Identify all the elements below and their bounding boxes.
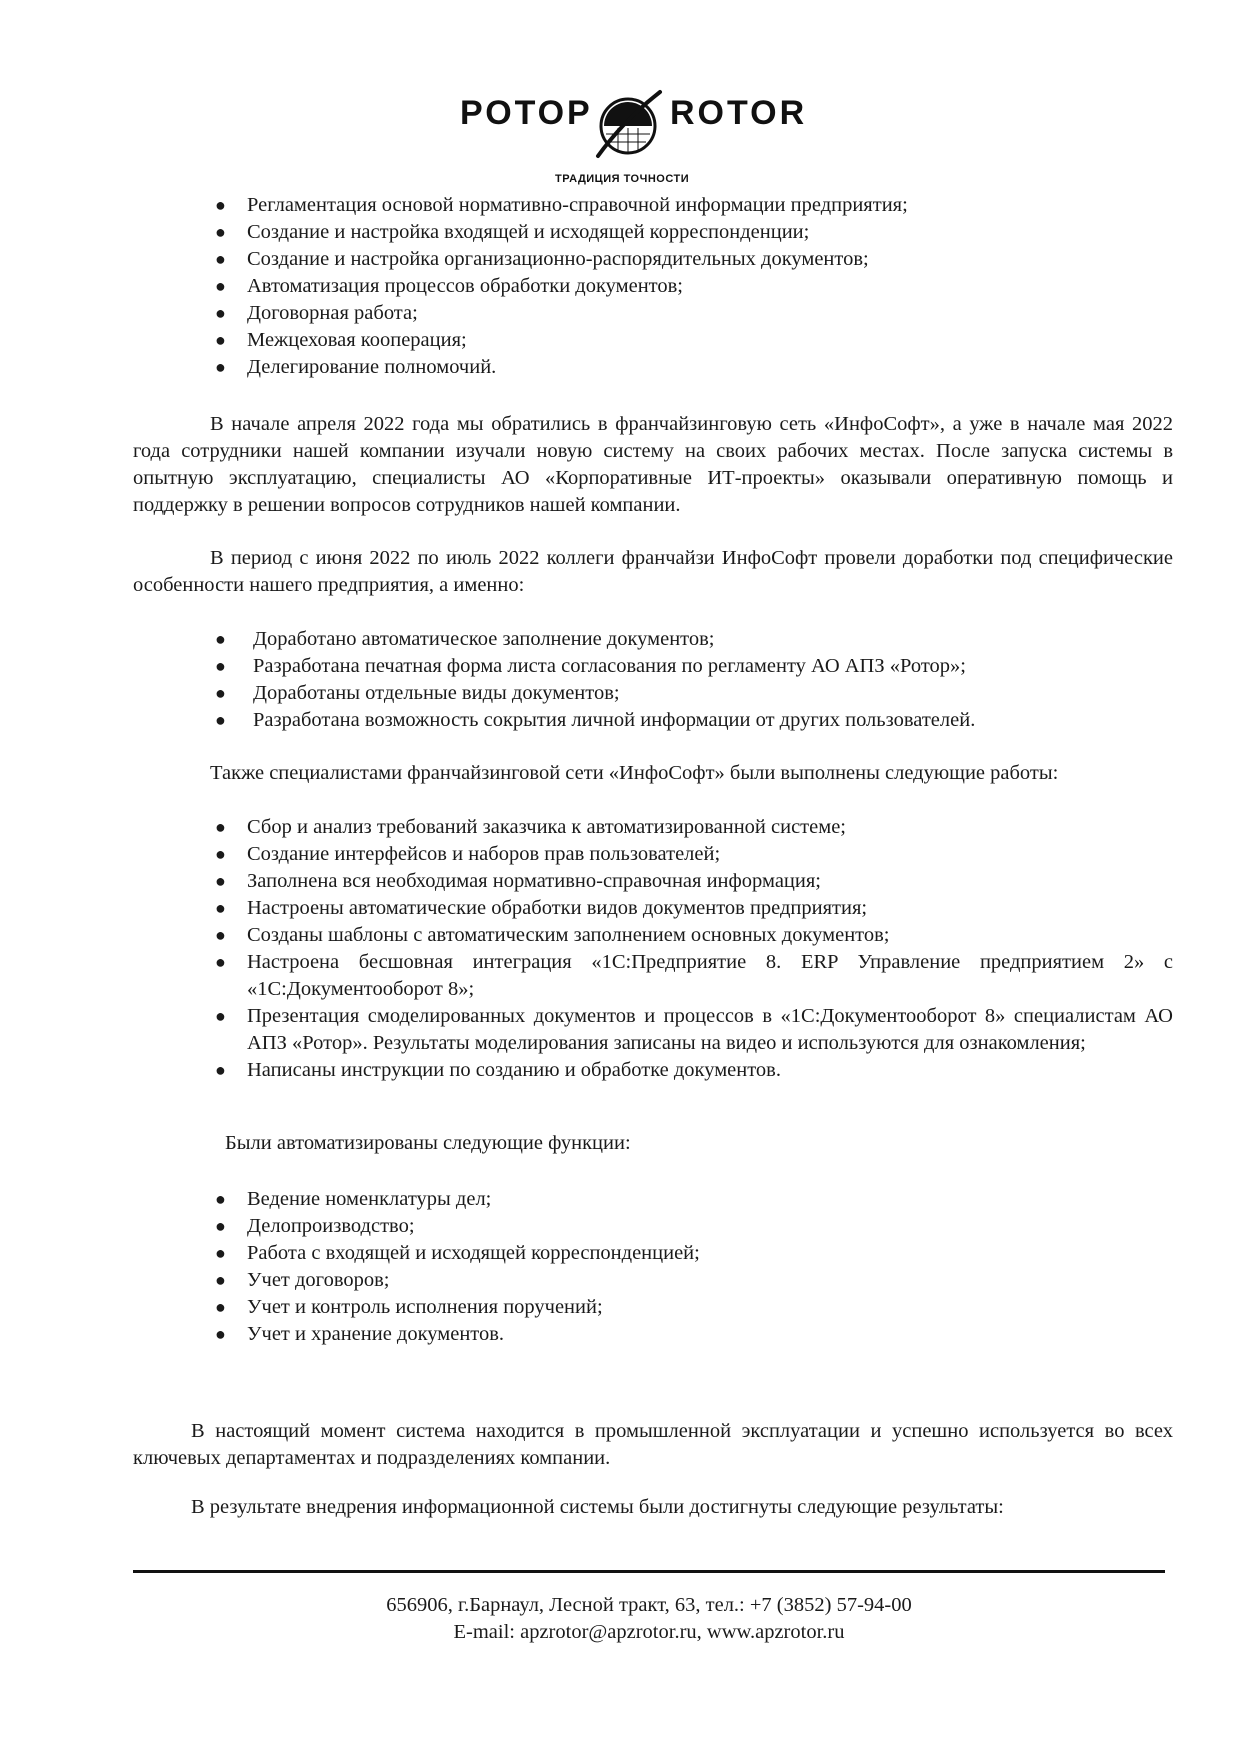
- footer-address: 656906, г.Барнаул, Лесной тракт, 63, тел.: +7 (3852) 57-94-00: [386, 1594, 912, 1616]
- paragraph-text: Были автоматизированы следующие функции:: [225, 1132, 631, 1154]
- list-item: ● Доработаны отдельные виды документов;: [133, 680, 1173, 707]
- bullet-icon: ●: [215, 629, 226, 649]
- list-item: ● Настроена бесшовная интеграция «1С:Предприятие 8. ERP Управление предприятием 2» с «1С:Документооборот 8»;: [215, 951, 1173, 1000]
- list-item: ● Автоматизация процессов обработки документов;: [133, 273, 1173, 300]
- bullet-icon: ●: [215, 1216, 226, 1236]
- paragraph-functions: [133, 1130, 1173, 1157]
- bullet-icon: ●: [215, 303, 226, 323]
- list-regulations: [133, 192, 1173, 381]
- bullet-icon: ●: [215, 1006, 226, 1026]
- bullet-icon: ●: [215, 898, 226, 918]
- paragraph-results: [133, 1494, 1173, 1521]
- bullet-icon: ●: [215, 925, 226, 945]
- list-item: ● Настроены автоматические обработки видов документов предприятия;: [133, 895, 1173, 922]
- bullet-icon: ●: [215, 1324, 226, 1344]
- bullet-icon: ●: [215, 683, 226, 703]
- list-item: ● Разработана печатная форма листа согласования по регламенту АО АПЗ «Ротор»;: [133, 653, 1173, 680]
- paragraph-text: Также специалистами франчайзинговой сети «ИнфоСофт» были выполнены следующие работы:: [210, 762, 1059, 784]
- list-item: ● Ведение номенклатуры дел;: [133, 1186, 1173, 1213]
- bullet-icon: ●: [215, 1270, 226, 1290]
- logo-text-right: ROTOR: [670, 94, 808, 132]
- list-improvements: [133, 626, 1173, 734]
- list-functions: [133, 1186, 1173, 1348]
- list-item: ● Учет договоров;: [133, 1267, 1173, 1294]
- bullet-icon: ●: [215, 276, 226, 296]
- list-item: ● Делегирование полномочий.: [133, 354, 1173, 381]
- paragraph-works: [133, 760, 1173, 787]
- bullet-icon: ●: [215, 710, 226, 730]
- list-item: ● Написаны инструкции по созданию и обработке документов.: [133, 1057, 1173, 1084]
- list-item: ● Регламентация основой нормативно-справочной информации предприятия;: [133, 192, 1173, 219]
- list-item: ● Разработана возможность сокрытия личной информации от других пользователей.: [133, 707, 1173, 734]
- paragraph-start: [133, 411, 1173, 519]
- list-item: ● Презентация смоделированных документов и процессов в «1С:Документооборот 8» специалистам АО АПЗ «Ротор». Результаты моделирования записаны на видео и используются для ознакомления;: [215, 1005, 1173, 1054]
- bullet-icon: ●: [215, 195, 226, 215]
- paragraph-text: В начале апреля 2022 года мы обратились в франчайзинговую сеть «ИнфоСофт», а уже в начале мая 2022 года сотрудники нашей компании изучали новую систему на своих рабочих местах. После запуска системы в опытную эксплуатацию, специалисты АО «Корпоративные ИТ-проекты» оказывали оперативную помощь и поддержку в решении вопросов сотрудников нашей компании.: [133, 413, 1173, 516]
- rotor-emblem-icon: [588, 86, 668, 166]
- paragraph-text: В настоящий момент система находится в промышленной эксплуатации и успешно используется во всех ключевых департаментах и подразделениях компании.: [133, 1420, 1173, 1469]
- bullet-icon: ●: [215, 817, 226, 837]
- list-item: ● Создание интерфейсов и наборов прав пользователей;: [133, 841, 1173, 868]
- list-item: ● Делопроизводство;: [133, 1213, 1173, 1240]
- list-item: ● Учет и хранение документов.: [133, 1321, 1173, 1348]
- bullet-icon: ●: [215, 357, 226, 377]
- list-item: ● Межцеховая кооперация;: [133, 327, 1173, 354]
- bullet-icon: ●: [215, 330, 226, 350]
- bullet-icon: ●: [215, 871, 226, 891]
- bullet-icon: ●: [215, 844, 226, 864]
- logo-text-left: РОТОР: [460, 94, 593, 132]
- list-item: ● Заполнена вся необходимая нормативно-справочная информация;: [133, 868, 1173, 895]
- bullet-icon: ●: [215, 1297, 226, 1317]
- list-item: ● Работа с входящей и исходящей корреспонденцией;: [133, 1240, 1173, 1267]
- paragraph-text: В результате внедрения информационной системы были достигнуты следующие результаты:: [191, 1496, 1004, 1518]
- bullet-icon: ●: [215, 952, 226, 972]
- list-item: ● Создание и настройка входящей и исходящей корреспонденции;: [133, 219, 1173, 246]
- list-item: ● Доработано автоматическое заполнение документов;: [133, 626, 1173, 653]
- bullet-icon: ●: [215, 1243, 226, 1263]
- list-item: ● Договорная работа;: [133, 300, 1173, 327]
- bullet-icon: ●: [215, 656, 226, 676]
- list-item: ● Создание и настройка организационно-распорядительных документов;: [133, 246, 1173, 273]
- bullet-icon: ●: [215, 249, 226, 269]
- paragraph-current-state: [133, 1418, 1173, 1472]
- bullet-icon: ●: [215, 222, 226, 242]
- list-item: ● Созданы шаблоны с автоматическим заполнением основных документов;: [133, 922, 1173, 949]
- bullet-icon: ●: [215, 1060, 226, 1080]
- list-item: ● Сбор и анализ требований заказчика к автоматизированной системе;: [133, 814, 1173, 841]
- footer-divider: [133, 1570, 1165, 1573]
- bullet-icon: ●: [215, 1189, 226, 1209]
- footer-contacts: E-mail: apzrotor@apzrotor.ru, www.apzrotor.ru: [453, 1621, 845, 1643]
- list-works: [133, 814, 1173, 1084]
- company-logo: [460, 86, 808, 185]
- paragraph-improvements: [133, 545, 1173, 599]
- logo-tagline: ТРАДИЦИЯ ТОЧНОСТИ: [555, 173, 690, 185]
- list-item: ● Учет и контроль исполнения поручений;: [133, 1294, 1173, 1321]
- paragraph-text: В период с июня 2022 по июль 2022 коллеги франчайзи ИнфоСофт провели доработки под специфические особенности нашего предприятия, а именно:: [133, 547, 1173, 596]
